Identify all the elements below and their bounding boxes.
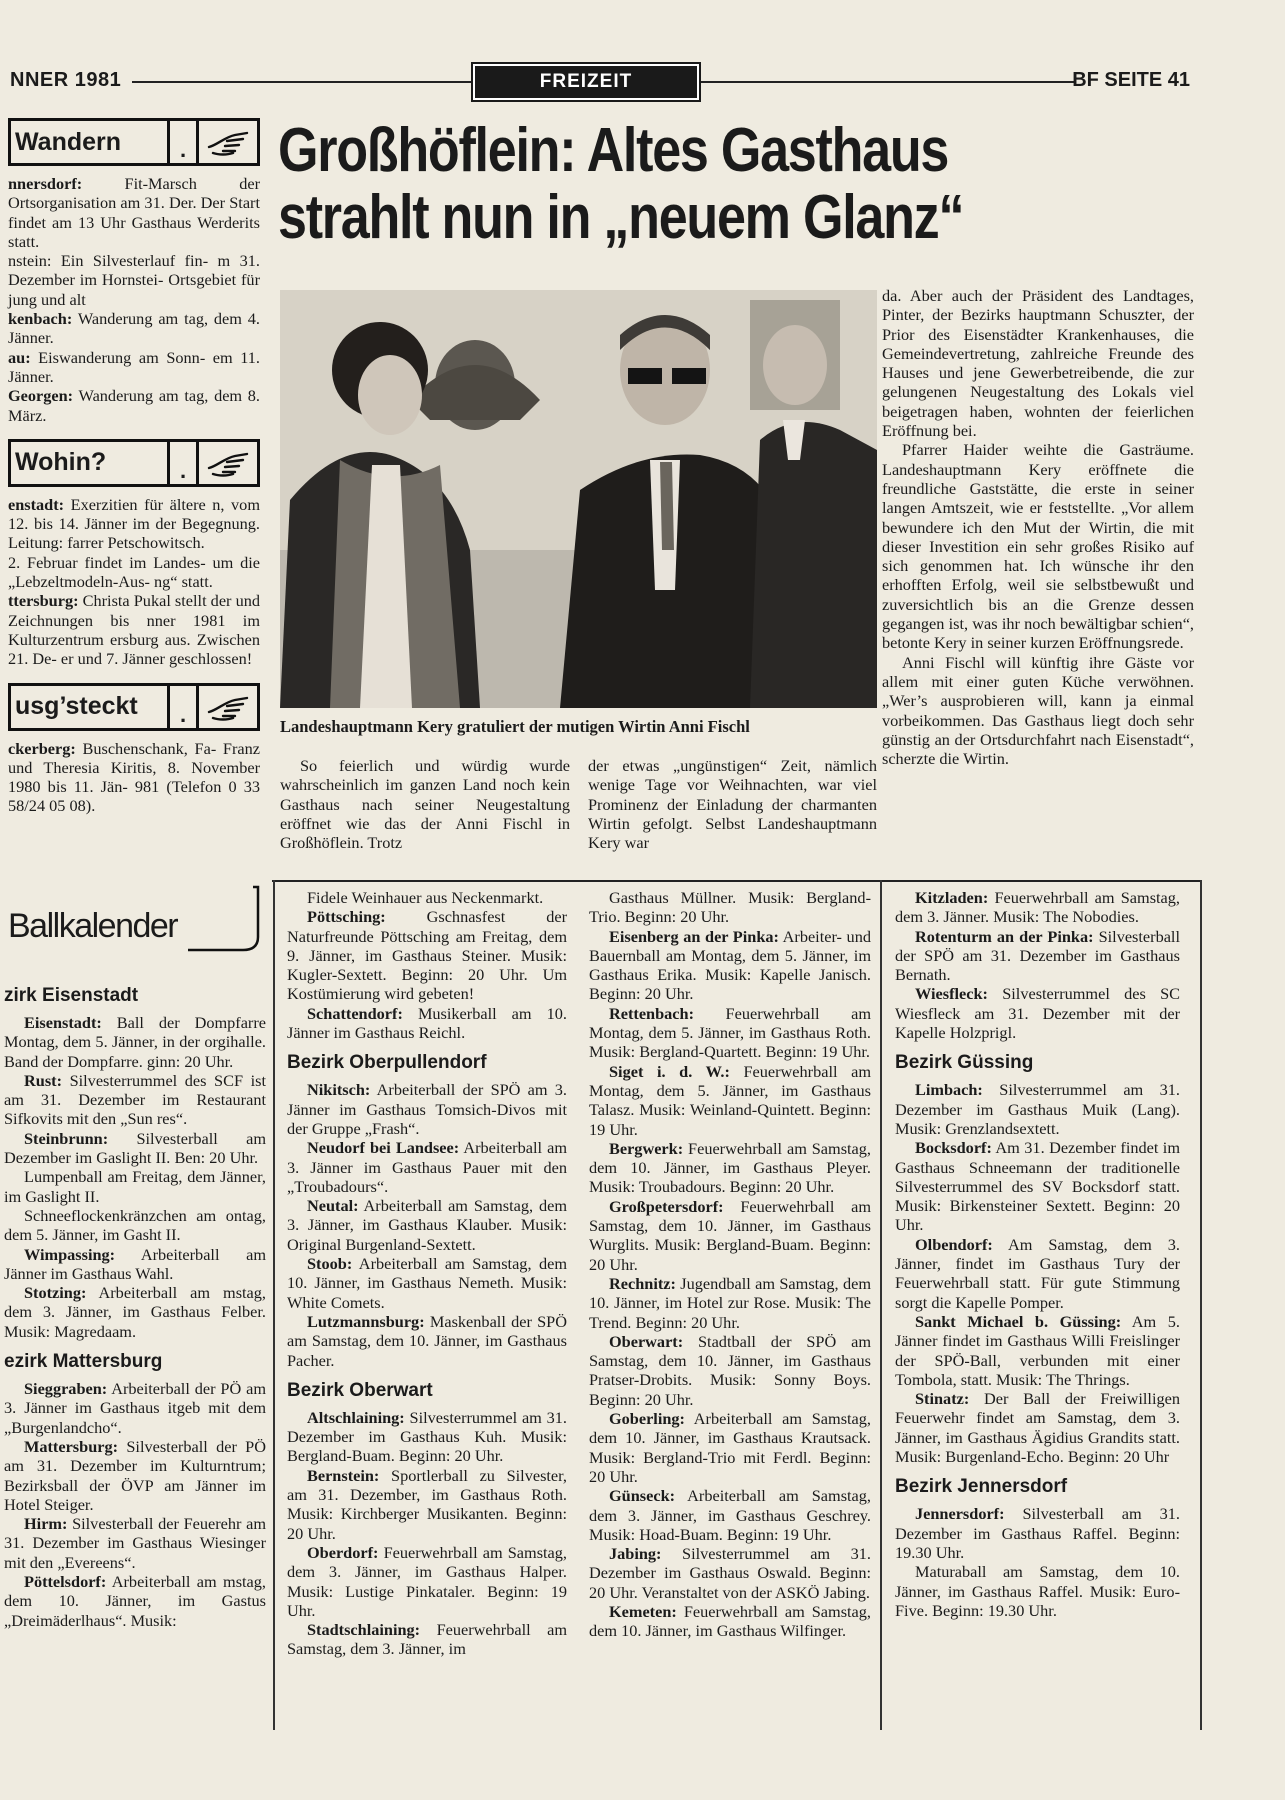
ball-place: Jabing: bbox=[609, 1544, 662, 1564]
ball-text: Arbeiterball am Samstag, dem 3. Jänner, im Gasthaus Klauber. Musik: Original Burgenland-Sextett. bbox=[287, 1196, 567, 1254]
article-paragraph: Pfarrer Haider weihte die Gasträume. Landeshauptmann Kery eröffnete die freundliche Gaststätte, die erste in seiner langen Amtszeit, wie er feststellte. „Vor allem bewundere ich den Mut der Wirtin, die mit dieser Investition ein sehr großes Risiko auf sich genommen hat. Ich wünsche ihr den erhofften Erfolg, weil sie selbstbewußt und zuversichtlich bis an die Grenze dessen gegangen ist, was ihr noch bewältigbar schien“, betonte Kery in seiner kurzen Eröffnungsrede. bbox=[882, 440, 1194, 653]
ball-place: Nikitsch: bbox=[307, 1080, 371, 1100]
ball-text: Feuerwehrball am Samstag, dem 3. Jänner. Musik: The Nobodies. bbox=[895, 888, 1180, 927]
column-rule bbox=[1200, 880, 1202, 1730]
ball-place: Altschlaining: bbox=[307, 1407, 405, 1427]
ball-entry bbox=[589, 1004, 871, 1062]
entry-place: au: bbox=[8, 347, 31, 367]
ball-text: Arbeiter- und Bauernball am Montag, dem 5. Jänner, im Gasthaus Erika. Musik: Kapelle Janisch. Beginn: 20 Uhr. bbox=[589, 926, 871, 1004]
ball-place: Hirm: bbox=[24, 1514, 68, 1534]
headline-line-1: Großhöflein: Altes Gasthaus bbox=[278, 116, 949, 185]
ball-entry bbox=[4, 1437, 266, 1514]
ball-text: Silvesterball der PÖ am 31. Dezember im Kulturntrum; Bezirksball der ÖVP am Jänner im Hotel Steiger. bbox=[4, 1436, 266, 1514]
ball-entry bbox=[287, 1196, 567, 1254]
sidebar-entry bbox=[8, 251, 260, 309]
entry-place: enstadt: bbox=[8, 494, 65, 514]
ball-entry bbox=[895, 1389, 1180, 1466]
district-heading: ezirk Mattersburg bbox=[4, 1351, 163, 1373]
box-wohin bbox=[8, 439, 260, 487]
ball-entry bbox=[589, 1486, 871, 1544]
sidebar bbox=[8, 118, 260, 816]
ausgsteckt-text bbox=[8, 739, 260, 816]
ball-place: Bernstein: bbox=[307, 1465, 380, 1485]
ball-place: Jennersdorf: bbox=[915, 1504, 1005, 1524]
ball-entry bbox=[895, 1312, 1180, 1389]
ball-entry bbox=[895, 888, 1180, 927]
article-paragraph: Anni Fischl will künftig ihre Gäste vor allem mit einer guten Küche verwöhnen. „Wer’s ausprobieren will, kann ja einmal vorbeikommen. Das Gasthaus liegt doch sehr günstig an der Ortsdurchfahrt nach Eisenstadt“, scherzte die Wirtin. bbox=[882, 652, 1194, 769]
dot-mark: . bbox=[167, 686, 196, 728]
entry-text: Exerzitien für ältere n, vom 12. bis 14. Jänner im der Begegnung. Leitung: farrer Petschowitsch. bbox=[8, 494, 260, 553]
ball-place: Olbendorf: bbox=[915, 1234, 993, 1254]
headline-line-2: strahlt nun in „neuem Glanz“ bbox=[278, 182, 964, 252]
article-column-2: der etwas „ungünstigen“ Zeit, nämlich wenige Tage vor Weihnachten, war viel Prominenz der Einladung der charmanten Wirtin gefolgt. Selbst Landeshauptmann Kery war bbox=[588, 756, 877, 853]
ball-text: Silvesterball am 31. Dezember im Gasthaus Raffel. Beginn: 19.30 Uhr. bbox=[895, 1504, 1180, 1562]
wohin-text bbox=[8, 495, 260, 669]
ball-entry bbox=[589, 1544, 871, 1602]
ball-text: Arbeiterball am Jänner im Gasthaus Wahl. bbox=[4, 1244, 266, 1283]
pointing-hand-icon bbox=[196, 686, 257, 728]
ball-place: Stoob: bbox=[307, 1254, 353, 1274]
ball-place: Oberwart: bbox=[609, 1331, 684, 1351]
ball-entry bbox=[287, 907, 567, 1003]
box-wandern bbox=[8, 118, 260, 166]
ball-place: Schattendorf: bbox=[307, 1003, 403, 1023]
ball-text: Silvesterrummel des SCF ist am 31. Dezember im Restaurant Sifkovits mit den „Sun res“. bbox=[4, 1070, 266, 1129]
ball-text: Am 31. Dezember findet im Gasthaus Schneemann der traditionelle Silvesterrummel des SV Bocksdorf statt. Musik: Birkensteiner Sextett. Beginn: 20 Uhr. bbox=[895, 1138, 1180, 1235]
section-divider bbox=[272, 880, 1202, 882]
ball-entry bbox=[4, 1206, 266, 1245]
ball-entry bbox=[589, 1139, 871, 1197]
ballkalender-column-1 bbox=[4, 975, 266, 1630]
ball-text: Maturaball am Samstag, dem 10. Jänner, im Gasthaus Raffel. Musik: Euro-Five. Beginn: 19.30 Uhr. bbox=[895, 1562, 1180, 1620]
ball-text: Jugendball am Samstag, dem 10. Jänner, im Hotel zur Rose. Musik: The Trend. Beginn: 20 Uhr. bbox=[589, 1273, 871, 1332]
ball-entry bbox=[589, 1409, 871, 1486]
section-label: FREIZEIT bbox=[473, 64, 699, 100]
ball-text: Arbeiterball am mstag, dem 10. Jänner, im Gastus „Dreimäderlhaus“. Musik: bbox=[4, 1572, 266, 1630]
ball-text: Silvesterrummel am 31. Dezember im Gasthaus Kuh. Musik: Bergland-Buam. Beginn: 20 Uhr. bbox=[287, 1407, 567, 1466]
ball-place: Steinbrunn: bbox=[24, 1128, 109, 1148]
ball-text: Arbeiterball am 3. Jänner im Gasthaus Pauer mit den „Troubadours“. bbox=[287, 1138, 567, 1196]
ball-entry bbox=[589, 888, 871, 927]
ball-entry bbox=[287, 1080, 567, 1138]
article-photo bbox=[280, 290, 877, 708]
ball-text: Feuerwehrball am Samstag, dem 10. Jänner, im Gasthaus Pleyer. Musik: Troubadours. Beginn: 20 Uhr. bbox=[589, 1138, 871, 1197]
entry-place: ckerberg: bbox=[8, 738, 76, 758]
ballkalender-title: Ballkalender bbox=[8, 907, 178, 945]
district-heading: Bezirk Oberpullendorf bbox=[287, 1052, 487, 1074]
ball-entry bbox=[4, 1283, 266, 1341]
ball-text: Arbeiterball am Samstag, dem 10. Jänner, im Gasthaus Nemeth. Musik: White Comets. bbox=[287, 1254, 567, 1312]
ball-place: Lutzmannsburg: bbox=[307, 1311, 425, 1331]
ball-entry bbox=[4, 1013, 266, 1071]
dot-mark: . bbox=[167, 121, 196, 163]
ball-entry bbox=[4, 1572, 266, 1630]
ball-entry bbox=[895, 927, 1180, 985]
sidebar-entry bbox=[8, 553, 260, 592]
ball-entry bbox=[4, 1245, 266, 1284]
ball-place: Rechnitz: bbox=[609, 1273, 676, 1293]
entry-place: kenbach: bbox=[8, 309, 73, 329]
ball-entry bbox=[287, 1138, 567, 1196]
ball-entry bbox=[895, 984, 1180, 1042]
ball-text: Feuerwehrball am Samstag, dem 3. Jänner, im bbox=[287, 1620, 567, 1659]
sidebar-entry bbox=[8, 386, 260, 425]
ball-entry bbox=[589, 1602, 871, 1641]
ball-place: Günseck: bbox=[609, 1486, 676, 1506]
sidebar-entry bbox=[8, 174, 260, 251]
entry-place: Georgen: bbox=[8, 386, 74, 406]
ball-place: Kitzladen: bbox=[915, 888, 989, 907]
ball-entry bbox=[287, 1543, 567, 1620]
ball-place: Großpetersdorf: bbox=[609, 1196, 724, 1216]
sidebar-entry bbox=[8, 739, 260, 816]
ball-entry bbox=[589, 1062, 871, 1139]
ball-entry bbox=[895, 1504, 1180, 1562]
ball-place: Goberling: bbox=[609, 1409, 685, 1429]
entry-text: Wanderung am tag, dem 8. März. bbox=[8, 386, 260, 425]
ball-place: Bergwerk: bbox=[609, 1138, 684, 1158]
sidebar-entry bbox=[8, 495, 260, 553]
ball-place: Stotzing: bbox=[24, 1283, 87, 1303]
ball-place: Neutal: bbox=[307, 1196, 359, 1216]
ball-text: Maskenball der SPÖ am Samstag, dem 10. Jänner, im Gasthaus Pacher. bbox=[287, 1311, 567, 1370]
ball-text: Arbeiterball am Samstag, dem 3. Jänner, im Gasthaus Geschrey. Musik: Hoad-Buam. Beginn: 19 Uhr. bbox=[589, 1486, 871, 1544]
ball-text: Arbeiterball der PÖ am 3. Jänner im Gasthaus itgeb mit dem „Burgenlandcho“. bbox=[4, 1379, 266, 1437]
ball-entry bbox=[287, 1408, 567, 1466]
ball-place: Bocksdorf: bbox=[915, 1138, 992, 1158]
headline bbox=[278, 116, 964, 252]
article-right-column bbox=[882, 286, 1194, 768]
ball-text: Feuerwehrball am Montag, dem 5. Jänner, im Gasthaus Roth. Musik: Bergland-Quartett. Beginn: 19 Uhr. bbox=[589, 1003, 871, 1062]
sidebar-entry bbox=[8, 309, 260, 348]
entry-place: ttersburg: bbox=[8, 591, 79, 611]
sidebar-entry bbox=[8, 348, 260, 387]
district-heading: Bezirk Oberwart bbox=[287, 1379, 433, 1401]
header-rule-right bbox=[695, 81, 1075, 83]
entry-text: Buschenschank, Fa- Franz und Theresia Kiritis, 8. November 1980 bis 11. Jän- 981 (Telefon 0 33 58/24 05 08). bbox=[8, 738, 260, 816]
ball-place: Sieggraben: bbox=[24, 1379, 108, 1399]
ball-text: Am Samstag, dem 3. Jänner, findet im Gasthaus Tury der Feuerwehrball statt. Für gute Stimmung sorgt die Kapelle Pomper. bbox=[895, 1234, 1180, 1312]
wandern-text bbox=[8, 174, 260, 425]
ball-place: Pöttsching: bbox=[307, 907, 386, 927]
ball-place: Limbach: bbox=[915, 1080, 983, 1100]
pointing-hand-icon bbox=[196, 121, 257, 163]
ball-text: Musikerball am 10. Jänner im Gasthaus Reichl. bbox=[287, 1003, 567, 1043]
ball-place: Siget i. d. W.: bbox=[609, 1061, 730, 1081]
box-title: Wohin? bbox=[15, 448, 107, 477]
ballkalender-column-4 bbox=[895, 888, 1180, 1620]
ball-entry bbox=[287, 888, 567, 907]
ball-place: Rettenbach: bbox=[609, 1003, 695, 1023]
ball-place: Pöttelsdorf: bbox=[24, 1572, 107, 1592]
ball-place: Stinatz: bbox=[915, 1389, 970, 1409]
ball-text: Silvesterrummel am 31. Dezember im Gasthaus Muik (Lang). Musik: Grenzlandsextett. bbox=[895, 1080, 1180, 1138]
box-title: Wandern bbox=[15, 127, 122, 156]
ball-entry bbox=[589, 1274, 871, 1332]
district-heading: zirk Eisenstadt bbox=[4, 985, 139, 1006]
article-column-1: So feierlich und würdig wurde wahrscheinlich im ganzen Land noch kein Gasthaus nach seiner Neugestaltung eröffnet wie das der Anni Fischl in Großhöflein. Trotz bbox=[280, 756, 570, 853]
ball-place: Eisenstadt: bbox=[24, 1013, 102, 1032]
column-rule bbox=[880, 880, 882, 1730]
entry-text: Christa Pukal stellt der und Zeichnungen bis nner 1981 im Kulturzentrum ersburg aus. Zwischen 21. De- er und 7. Jänner geschlossen! bbox=[8, 591, 260, 669]
entry-text: Wanderung am tag, dem 4. Jänner. bbox=[8, 309, 260, 348]
ball-text: Feuerwehrball am Montag, dem 5. Jänner, im Gasthaus Talasz. Musik: Weinland-Quintett. Beginn: 19 Uhr. bbox=[589, 1061, 871, 1139]
entry-text: nstein: Ein Silvesterlauf fin- m 31. Dezember im Hornstei- Ortsgebiet für jung und alt bbox=[8, 251, 260, 309]
ball-entry bbox=[4, 1071, 266, 1129]
ball-place: Mattersburg: bbox=[24, 1436, 119, 1456]
ball-entry bbox=[4, 1514, 266, 1572]
ballkalender-column-2 bbox=[287, 888, 567, 1659]
ball-text: Sportlerball zu Silvester, am 31. Dezember, im Gasthaus Roth. Musik: Kirchberger Musikanten. Beginn: 20 Uhr. bbox=[287, 1465, 567, 1543]
ball-place: Wimpassing: bbox=[24, 1244, 116, 1264]
ball-entry bbox=[895, 1138, 1180, 1234]
ball-place: Kemeten: bbox=[609, 1601, 677, 1621]
ball-place: Oberdorf: bbox=[307, 1542, 379, 1562]
ball-place: Neudorf bei Landsee: bbox=[307, 1138, 460, 1158]
ball-entry bbox=[589, 927, 871, 1004]
page-header bbox=[10, 62, 1190, 102]
ballkalender-title-box bbox=[8, 885, 260, 955]
ball-text: Gasthaus Müllner. Musik: Bergland-Trio. Beginn: 20 Uhr. bbox=[589, 888, 871, 927]
ball-text: Stadtball der SPÖ am Samstag, dem 10. Jänner, im Gasthaus Pratser-Drobits. Musik: Sonny Boys. Beginn: 20 Uhr. bbox=[589, 1331, 871, 1409]
ball-text: Silvesterball der Feuerehr am 31. Dezember im Gasthaus Wiesinger mit den „Evereens“. bbox=[4, 1514, 266, 1572]
ball-entry bbox=[287, 1466, 567, 1543]
ball-text: Silvesterrummel des SC Wiesfleck am 31. Dezember mit der Kapelle Holzprigl. bbox=[895, 984, 1180, 1043]
page-number: BF SEITE 41 bbox=[1072, 69, 1190, 91]
article-paragraph: da. Aber auch der Präsident des Landtages, Pinter, der Bezirks hauptmann Schuszter, der Prior des Eisenstädter Krankenhauses, die Gemeindevertretung, zahlreiche Freunde des Hauses und jene Gewerbetreibende, die zur gelungenen Neugestaltung des Lokals viel beigetragen haben, wohnten der feierlichen Eröffnung bei. bbox=[882, 286, 1194, 441]
ball-text: Ball der Dompfarre Montag, dem 5. Jänner, in der orgihalle. Band der Dompfarre. ginn: 20 Uhr. bbox=[4, 1013, 266, 1071]
ball-entry bbox=[287, 1620, 567, 1659]
ball-place: Sankt Michael b. Güssing: bbox=[915, 1311, 1122, 1331]
ball-entry bbox=[4, 1167, 266, 1206]
sidebar-entry bbox=[8, 591, 260, 668]
ball-entry bbox=[895, 1080, 1180, 1138]
district-heading: Bezirk Jennersdorf bbox=[895, 1476, 1068, 1498]
ball-place: Wiesfleck: bbox=[915, 984, 988, 1004]
ball-place: Eisenberg an der Pinka: bbox=[609, 926, 779, 946]
ball-place: Rotenturm an der Pinka: bbox=[915, 926, 1094, 946]
issue-date: NNER 1981 bbox=[10, 69, 122, 91]
ball-entry bbox=[4, 1129, 266, 1168]
ball-text: Fidele Weinhauer aus Neckenmarkt. bbox=[307, 888, 544, 907]
ball-entry bbox=[287, 1312, 567, 1370]
ball-entry bbox=[287, 1004, 567, 1043]
ball-entry bbox=[589, 1332, 871, 1409]
ball-text: Gschnasfest der Naturfreunde Pöttsching am Freitag, dem 9. Jänner, im Gasthaus Steiner. Musik: Kugler-Sextett. Beginn: 20 Uhr. Um Kostümierung wird gebeten! bbox=[287, 907, 567, 1004]
ball-text: Feuerwehrball am Samstag, dem 3. Jänner, im Gasthaus Halper. Musik: Lustige Pinkataler. Beginn: 19 Uhr. bbox=[287, 1542, 567, 1620]
ball-entry bbox=[4, 1379, 266, 1437]
ball-place: Rust: bbox=[24, 1070, 62, 1090]
photo-caption: Landeshauptmann Kery gratuliert der mutigen Wirtin Anni Fischl bbox=[280, 717, 750, 736]
ball-text: Arbeiterball am mstag, dem 3. Jänner, im Gasthaus Felber. Musik: Magredaam. bbox=[4, 1283, 266, 1341]
ball-text: Lumpenball am Freitag, dem Jänner, im Gaslight II. bbox=[4, 1167, 266, 1206]
ball-text: Arbeiterball der SPÖ am 3. Jänner im Gasthaus Tomsich-Divos mit der Gruppe „Frash“. bbox=[287, 1080, 567, 1138]
box-title: usg’steckt bbox=[15, 692, 138, 721]
entry-text: Eiswanderung am Sonn- em 11. Jänner. bbox=[8, 347, 260, 386]
dot-mark: . bbox=[167, 442, 196, 484]
ball-text: Silvesterrummel am 31. Dezember im Gasthaus Oswald. Beginn: 20 Uhr. Veranstaltet von der ASKÖ Jabing. bbox=[589, 1544, 871, 1602]
district-heading: Bezirk Güssing bbox=[895, 1052, 1034, 1074]
column-rule bbox=[273, 880, 275, 1730]
ball-entry bbox=[895, 1235, 1180, 1312]
ball-entry bbox=[895, 1562, 1180, 1620]
entry-text: 2. Februar findet im Landes- um die „Lebzeltmodeln-Aus- ng“ statt. bbox=[8, 552, 260, 592]
ball-entry bbox=[287, 1254, 567, 1312]
ball-place: Stadtschlaining: bbox=[307, 1620, 421, 1640]
ballkalender-column-3 bbox=[589, 888, 871, 1641]
entry-text: Fit-Marsch der Ortsorganisation am 31. Der. Der Start findet am 13 Uhr Gasthaus Werderits statt. bbox=[8, 174, 260, 251]
ball-text: Feuerwehrball am Samstag, dem 10. Jänner, im Gasthaus Wilfinger. bbox=[589, 1601, 871, 1641]
ball-entry bbox=[589, 1197, 871, 1274]
ball-text: Silvesterball am Dezember im Gaslight II. Ben: 20 Uhr. bbox=[4, 1128, 266, 1168]
entry-place: nnersdorf: bbox=[8, 174, 83, 193]
ball-text: Feuerwehrball am Samstag, dem 10. Jänner, im Gasthaus Wurglits. Musik: Bergland-Buam. Beginn: 20 Uhr. bbox=[589, 1196, 871, 1274]
header-rule-left bbox=[132, 81, 473, 83]
ball-text: Silvesterball der SPÖ am 31. Dezember im Gasthaus Bernath. bbox=[895, 926, 1180, 985]
pointing-hand-icon bbox=[196, 442, 257, 484]
ball-text: Arbeiterball am Samstag, dem 10. Jänner, im Gasthaus Krautsack. Musik: Bergland-Trio mit Ferdl. Beginn: 20 Uhr. bbox=[589, 1409, 871, 1486]
ball-text: Der Ball der Freiwilligen Feuerwehr findet am Samstag, dem 3. Jänner, im Gasthaus Ägidius Grandits statt. Musik: Burgenland-Echo. Beginn: 20 Uhr bbox=[895, 1389, 1180, 1467]
ball-text: Am 5. Jänner findet im Gasthaus Willi Freislinger der SPÖ-Ball, verbunden mit einer Tombola, statt. Musik: The Thrings. bbox=[895, 1311, 1180, 1389]
ball-text: Schneeflockenkränzchen am ontag, dem 5. Jänner, im Gasht II. bbox=[4, 1205, 266, 1245]
box-ausgsteckt bbox=[8, 683, 260, 731]
